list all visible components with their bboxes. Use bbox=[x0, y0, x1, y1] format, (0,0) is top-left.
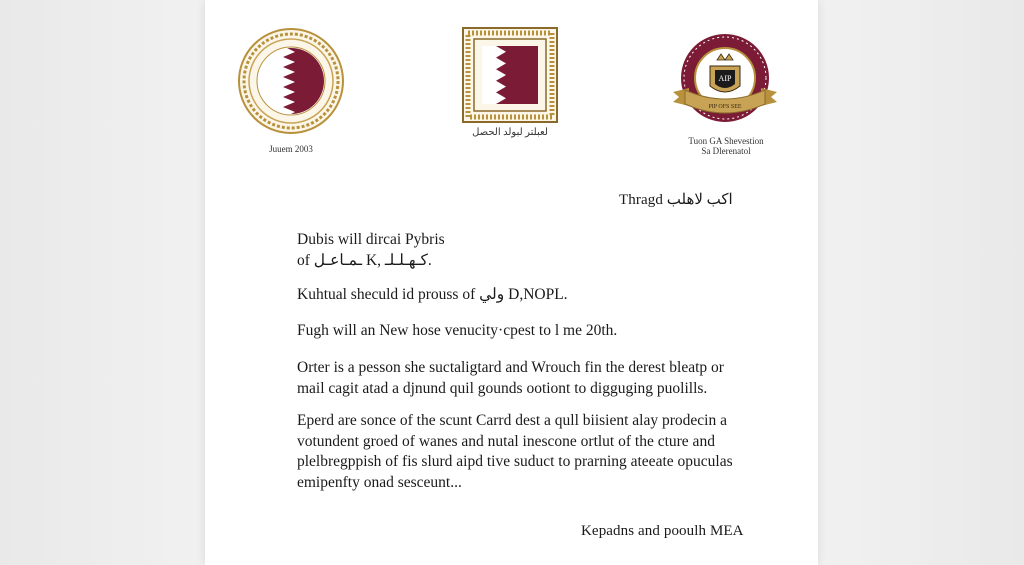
paragraph-2 bbox=[297, 321, 617, 342]
paragraph-line: mail cagit atad a djnund quil gounds ootiont to digguging puolills. bbox=[297, 379, 708, 397]
crest-initials: AIP bbox=[718, 74, 732, 83]
paragraph-line: emipenfty onad sesceunt... bbox=[297, 473, 462, 491]
paragraph-line: Kuhtual sheculd id prouss of ولي D,NOPL. bbox=[297, 286, 568, 303]
paragraph-line: Fugh will an New hose venucity·cpest to l me 20th. bbox=[297, 322, 618, 339]
center-flag-emblem bbox=[462, 27, 558, 123]
paragraph-line: Orter is a pesson she suctaligtard and Wrouch fin the derest bleatp or bbox=[297, 359, 724, 376]
recipient-line2: of ـمـاعـل K, كـهـلـلـ. bbox=[297, 251, 432, 269]
paragraph-line: plelbregppish of fis slurd aipd tive suduct to prarning ateeate opuculas bbox=[297, 453, 733, 470]
header-right-text: Thragd اكب لاهلب bbox=[619, 192, 733, 208]
recipient-line1: Dubis will dircai Pybris bbox=[297, 231, 445, 248]
flag-icon bbox=[462, 27, 558, 123]
paragraph-1 bbox=[297, 285, 568, 306]
paragraph-line: Eperd are sonce of the scunt Carrd dest a qull biisient alay prodecin a bbox=[297, 412, 727, 429]
paragraph-line: votundent groed of wanes and nutal inescone ortlut of the cture and bbox=[297, 432, 715, 450]
right-caption bbox=[681, 136, 771, 156]
crest-icon bbox=[669, 30, 781, 130]
right-crest bbox=[669, 30, 781, 130]
center-caption: لعبلتر لبولد الحصل bbox=[472, 127, 548, 138]
left-round-seal bbox=[237, 27, 345, 135]
letter-page bbox=[205, 0, 818, 565]
right-caption-line2: Sa Dlerenatol bbox=[701, 146, 751, 156]
crest-ribbon-text: PIP OFS SEE bbox=[708, 104, 742, 110]
left-caption: Juuem 2003 bbox=[269, 144, 313, 154]
right-caption-line1: Tuon GA Shevestion bbox=[688, 136, 764, 146]
signoff: Kepadns and pooulh MEA bbox=[581, 523, 744, 539]
recipient-block bbox=[297, 230, 445, 271]
paragraph-3 bbox=[297, 358, 724, 399]
seal-icon bbox=[237, 27, 345, 135]
paragraph-4 bbox=[297, 411, 733, 493]
